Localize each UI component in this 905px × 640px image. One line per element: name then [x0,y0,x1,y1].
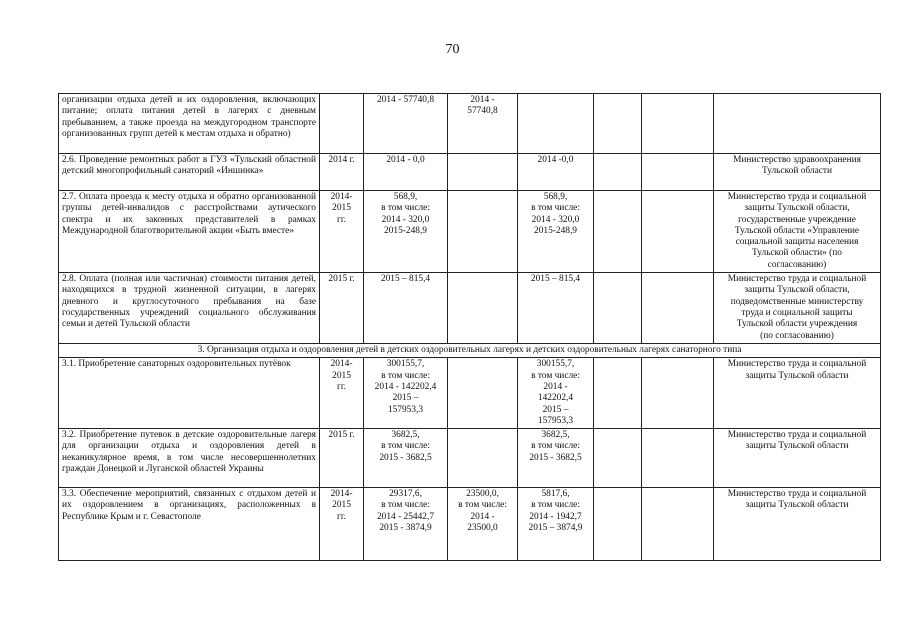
table-row [59,191,881,273]
executor-cell: Министерство труда и социальной защиты Тульской области [714,429,881,488]
municipal-funding-cell [594,154,642,191]
section-header-row [59,344,881,358]
regional-funding-cell: 3682,5, в том числе: 2015 - 3682,5 [518,429,594,488]
total-funding-cell: 300155,7, в том числе: 2014 - 142202,4 2015 – 157953,3 [364,358,448,429]
regional-funding-cell: 2015 – 815,4 [518,273,594,344]
measure-description: 2.7. Оплата проезда к месту отдыха и обратно организованной группы детей-инвалидов с расстройствами аутического спектра и их законных представителей в рамках Международной благотворительной акции «Быть вместе» [59,191,320,273]
federal-funding-cell [448,154,518,191]
table-row [59,429,881,488]
measure-description: 2.8. Оплата (полная или частичная) стоимости питания детей, находящихся в трудной жизненной ситуации, в лагерях дневного и круглосуточного пребывания на базе государственных учреждений социального обслуживания семьи и детей Тульской области [59,273,320,344]
executor-cell: Министерство труда и социальной защиты Тульской области, государственные учреждение Тульской области «Управление социальной защиты населения Тульской области» (по согласованию) [714,191,881,273]
total-funding-cell: 29317,6, в том числе: 2014 - 25442,7 2015 - 3874,9 [364,488,448,561]
table-row [59,273,881,344]
municipal-funding-cell [594,273,642,344]
period-cell: 2014- 2015 гг. [320,358,364,429]
total-funding-cell: 2015 – 815,4 [364,273,448,344]
federal-funding-cell: 2014 - 57740,8 [448,94,518,154]
executor-cell: Министерство труда и социальной защиты Тульской области, подведомственные министерству труда и социальной защиты Тульской области учреждения (по согласованию) [714,273,881,344]
period-cell: 2014- 2015 гг. [320,488,364,561]
regional-funding-cell: 568,9, в том числе: 2014 - 320,0 2015-248,9 [518,191,594,273]
table-row [59,94,881,154]
federal-funding-cell [448,358,518,429]
regional-funding-cell: 2014 -0,0 [518,154,594,191]
federal-funding-cell [448,191,518,273]
executor-cell [714,94,881,154]
period-cell: 2014- 2015 гг. [320,191,364,273]
extra-funding-cell [642,154,714,191]
executor-cell: Министерство труда и социальной защиты Тульской области [714,358,881,429]
page-number: 70 [445,42,460,57]
regional-funding-cell: 5817,6, в том числе: 2014 - 1942,7 2015 – 3874,9 [518,488,594,561]
federal-funding-cell: 23500,0, в том числе: 2014 - 23500,0 [448,488,518,561]
measure-description: 2.6. Проведение ремонтных работ в ГУЗ «Тульский областной детский многопрофильный санаторий «Иншинка» [59,154,320,191]
extra-funding-cell [642,191,714,273]
municipal-funding-cell [594,358,642,429]
municipal-funding-cell [594,94,642,154]
executor-cell: Министерство здравоохранения Тульской области [714,154,881,191]
municipal-funding-cell [594,488,642,561]
executor-cell: Министерство труда и социальной защиты Тульской области [714,488,881,561]
federal-funding-cell [448,429,518,488]
section-header: 3. Организация отдыха и оздоровления детей в детских оздоровительных лагерях и детских оздоровительных лагерях санаторного типа [59,344,881,358]
period-cell: 2015 г. [320,429,364,488]
table-row [59,358,881,429]
total-funding-cell: 2014 - 0,0 [364,154,448,191]
municipal-funding-cell [594,429,642,488]
extra-funding-cell [642,94,714,154]
total-funding-cell: 3682,5, в том числе: 2015 - 3682,5 [364,429,448,488]
total-funding-cell: 2014 - 57740,8 [364,94,448,154]
measure-description: 3.2. Приобретение путевок в детские оздоровительные лагеря для организации отдыха и оздоровления детей в неканикулярное время, в том числе несовершеннолетних граждан Донецкой и Луганской областей Украины [59,429,320,488]
municipal-funding-cell [594,191,642,273]
program-table [58,93,881,561]
regional-funding-cell: 300155,7, в том числе: 2014 - 142202,4 2015 – 157953,3 [518,358,594,429]
period-cell: 2015 г. [320,273,364,344]
extra-funding-cell [642,358,714,429]
extra-funding-cell [642,429,714,488]
measure-description: 3.1. Приобретение санаторных оздоровительных путёвок [59,358,320,429]
period-cell [320,94,364,154]
regional-funding-cell [518,94,594,154]
table-row [59,154,881,191]
table-row [59,488,881,561]
measure-description: организации отдыха детей и их оздоровления, включающих питание; оплата питания детей в лагерях с дневным пребыванием, а также проезда на междугородном транспорте организованных групп детей к местам отдыха и обратно) [59,94,320,154]
extra-funding-cell [642,273,714,344]
measure-description: 3.3. Обеспечение мероприятий, связанных с отдыхом детей и их оздоровлением в организациях, расположенных в Республике Крым и г. Севастополе [59,488,320,561]
period-cell: 2014 г. [320,154,364,191]
total-funding-cell: 568,9, в том числе: 2014 - 320,0 2015-248,9 [364,191,448,273]
extra-funding-cell [642,488,714,561]
federal-funding-cell [448,273,518,344]
